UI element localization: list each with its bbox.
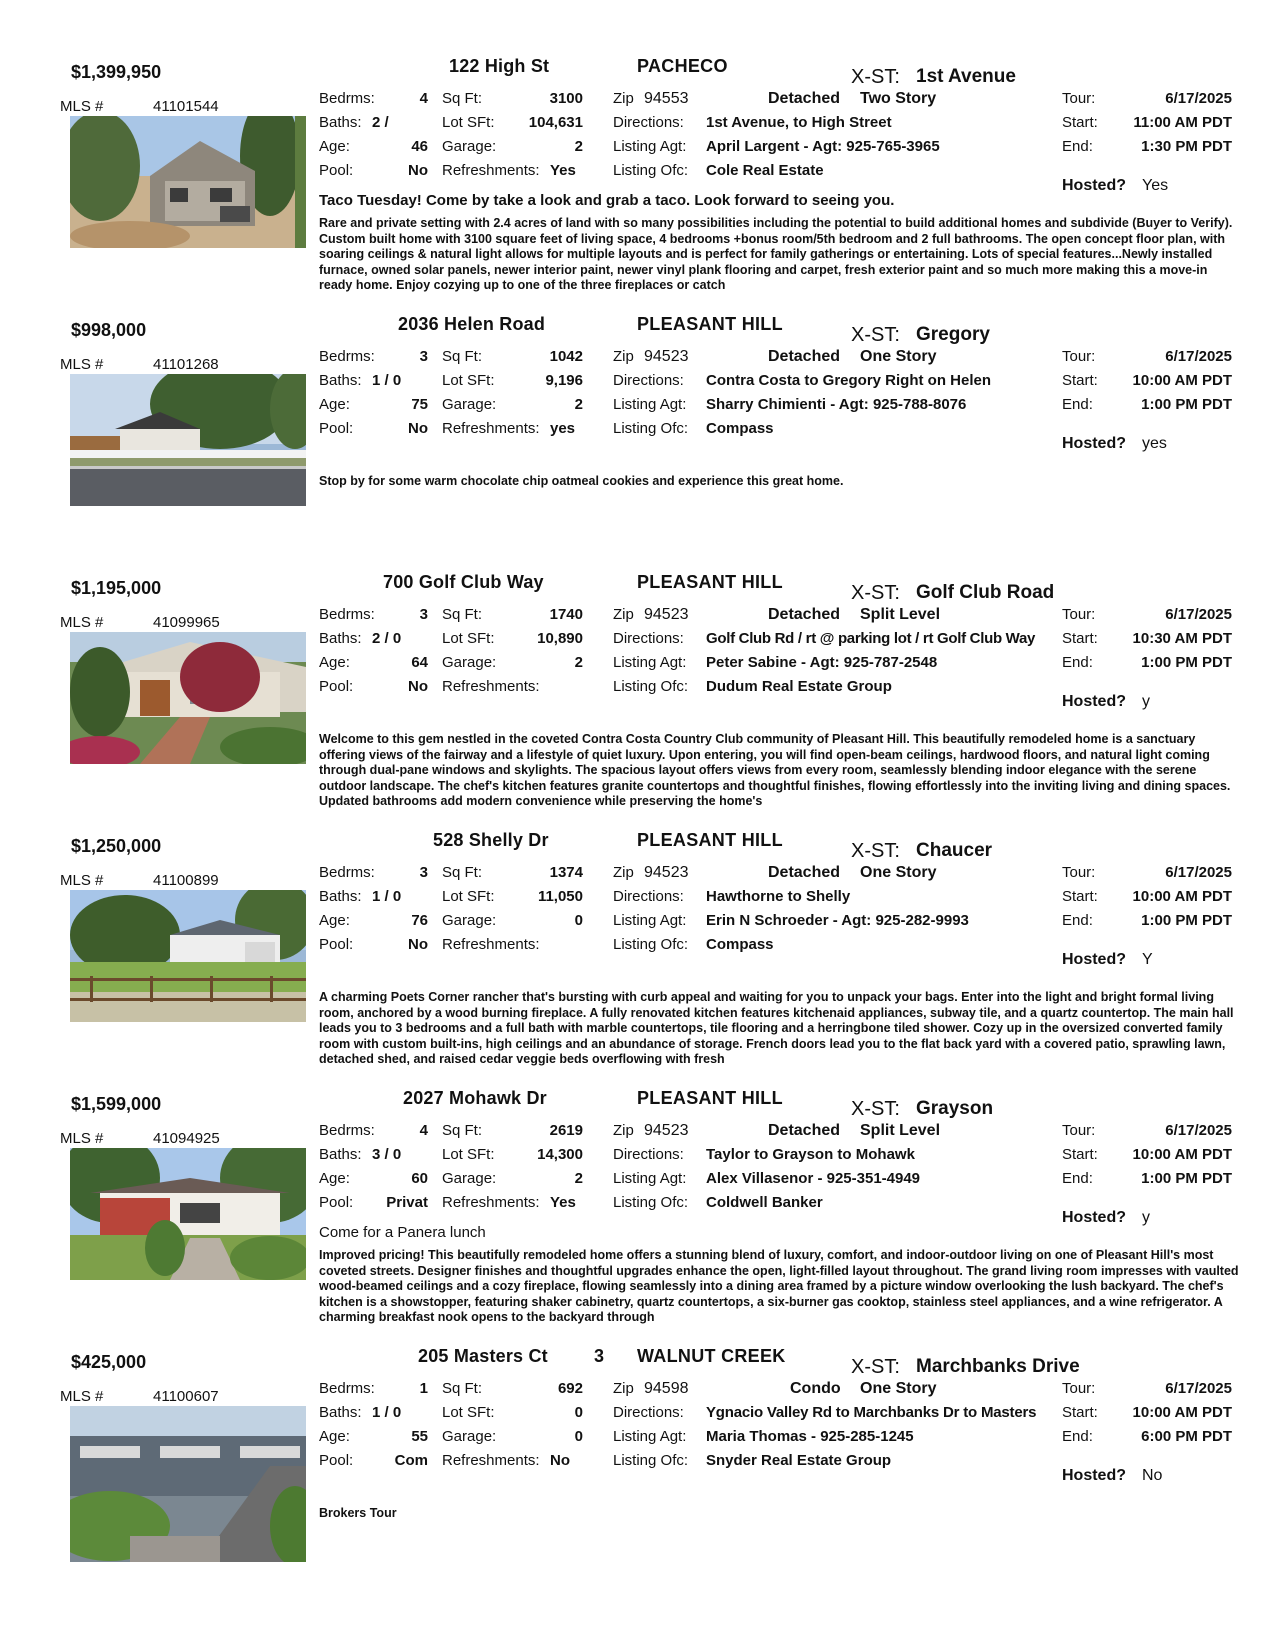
agent-value: Alex Villasenor - 925-351-4949 (706, 1170, 921, 1187)
tour-label: Tour: (1062, 1122, 1096, 1139)
sqft-label: Sq Ft: (442, 1122, 483, 1139)
property-type: Detached (768, 90, 841, 107)
property-style: Two Story (860, 90, 937, 107)
bedrooms-label: Bedrms: (319, 1380, 375, 1397)
listing-city: PLEASANT HILL (637, 314, 783, 334)
office-value: Compass (706, 420, 774, 437)
tour-label: Tour: (1062, 1380, 1096, 1397)
property-type: Detached (768, 864, 841, 881)
bedrooms-value: 4 (419, 1122, 428, 1139)
cross-street-label: X-ST: (851, 66, 900, 88)
cross-street-value: Grayson (916, 1098, 994, 1119)
pool-value: No (408, 936, 428, 953)
zip-value: 94523 (644, 348, 689, 365)
baths-label: Baths: (319, 114, 362, 131)
end-time: 1:00 PM PDT (1141, 654, 1232, 671)
bedrooms-label: Bedrms: (319, 864, 375, 881)
bedrooms-value: 4 (419, 90, 428, 107)
listing-description: Stop by for some warm chocolate chip oatmeal cookies and experience this great home. (319, 474, 844, 488)
pool-value: No (408, 420, 428, 437)
hosted-value: y (1142, 693, 1150, 710)
sqft-value: 1740 (549, 606, 583, 623)
cross-street-label: X-ST: (851, 582, 900, 604)
end-time: 1:30 PM PDT (1141, 138, 1232, 155)
tour-date: 6/17/2025 (1165, 348, 1232, 365)
agent-label: Listing Agt: (613, 654, 687, 671)
lot-value: 14,300 (537, 1146, 583, 1163)
agent-value: Sharry Chimienti - Agt: 925-788-8076 (706, 396, 967, 413)
listing-address: 2036 Helen Road (398, 314, 546, 334)
directions-label: Directions: (613, 372, 684, 389)
directions-value: Contra Costa to Gregory Right on Helen (706, 372, 992, 389)
lot-value: 10,890 (537, 630, 583, 647)
hosted-label: Hosted? (1062, 435, 1126, 452)
bedrooms-value: 3 (419, 864, 428, 881)
listing-description: Improved pricing! This beautifully remodeled home offers a stunning blend of luxury, comfort, and indoor-outdoor living on one of Pleasant Hill's most coveted streets. Designer finishes and thoughtful upgrades enhance the open, light-filled layout throughout. The grand living room impresses with vaulted wood-beamed ceilings and a cozy fireplace, flowing seamlessly into a dining area framed by a picture window overlooking the lush backyard. The chef's kitchen is a showstopper, featuring shaker cabinetry, quartz countertops, a six-burner gas cooktop, stainless steel appliances, and a wine refrigerator. A charming breakfast nook opens to the backyard through (319, 1248, 1239, 1324)
listing-price: $998,000 (71, 320, 147, 340)
garage-value: 2 (574, 138, 583, 155)
directions-label: Directions: (613, 1146, 684, 1163)
bedrooms-label: Bedrms: (319, 90, 375, 107)
age-value: 64 (411, 654, 428, 671)
listing-address: 2027 Mohawk Dr (403, 1088, 547, 1108)
lot-value: 0 (574, 1404, 583, 1421)
sqft-label: Sq Ft: (442, 606, 483, 623)
age-value: 60 (411, 1170, 428, 1187)
lot-label: Lot SFt: (442, 1146, 495, 1163)
sqft-value: 3100 (549, 90, 583, 107)
refreshments-value: Yes (550, 162, 576, 179)
garage-value: 0 (574, 1428, 583, 1445)
agent-value: April Largent - Agt: 925-765-3965 (706, 138, 940, 155)
property-type: Detached (768, 348, 841, 365)
listing-city: PLEASANT HILL (637, 830, 783, 850)
garage-value: 2 (574, 396, 583, 413)
end-time: 6:00 PM PDT (1141, 1428, 1232, 1445)
agent-label: Listing Agt: (613, 396, 687, 413)
refreshments-label: Refreshments: (442, 162, 540, 179)
mls-label: MLS # (60, 1130, 104, 1147)
directions-value: Ygnacio Valley Rd to Marchbanks Dr to Masters (706, 1404, 1037, 1421)
baths-label: Baths: (319, 1146, 362, 1163)
listing-address: 205 Masters Ct (418, 1346, 548, 1366)
baths-label: Baths: (319, 372, 362, 389)
garage-label: Garage: (442, 138, 497, 155)
cross-street-label: X-ST: (851, 840, 900, 862)
zip-label: Zip (613, 864, 634, 881)
listing-address: 528 Shelly Dr (433, 830, 549, 850)
agent-label: Listing Agt: (613, 138, 687, 155)
refreshments-value: yes (550, 420, 576, 437)
directions-value: Golf Club Rd / rt @ parking lot / rt Golf Club Way (706, 630, 1036, 647)
lot-value: 104,631 (528, 114, 583, 131)
property-photo[interactable] (70, 1406, 306, 1562)
start-time: 10:00 AM PDT (1132, 372, 1232, 389)
listing-card (0, 1340, 1275, 1598)
tour-label: Tour: (1062, 90, 1096, 107)
mls-number: 41100899 (153, 872, 219, 889)
pool-value: Privat (386, 1194, 428, 1211)
bedrooms-label: Bedrms: (319, 1122, 375, 1139)
pool-label: Pool: (319, 1194, 354, 1211)
garage-label: Garage: (442, 1428, 497, 1445)
pool-label: Pool: (319, 678, 354, 695)
sqft-label: Sq Ft: (442, 1380, 483, 1397)
baths-value: 1 / 0 (372, 1404, 402, 1421)
listing-card (0, 1082, 1275, 1340)
property-type: Detached (768, 1122, 841, 1139)
bedrooms-value: 3 (419, 606, 428, 623)
garage-label: Garage: (442, 1170, 497, 1187)
age-value: 55 (411, 1428, 428, 1445)
mls-number: 41099965 (153, 614, 220, 631)
hosted-value: No (1142, 1467, 1163, 1484)
cross-street-value: Gregory (916, 324, 990, 345)
zip-value: 94523 (644, 606, 689, 623)
hosted-label: Hosted? (1062, 693, 1126, 710)
start-time: 11:00 AM PDT (1133, 114, 1232, 131)
property-style: One Story (860, 348, 937, 365)
property-type: Detached (768, 606, 841, 623)
tour-date: 6/17/2025 (1165, 1122, 1232, 1139)
refreshments-label: Refreshments: (442, 936, 540, 953)
listing-price: $1,195,000 (71, 578, 162, 598)
property-style: One Story (860, 864, 937, 881)
end-label: End: (1062, 1428, 1093, 1445)
mls-label: MLS # (60, 98, 104, 115)
office-label: Listing Ofc: (613, 162, 689, 179)
age-label: Age: (319, 396, 350, 413)
tour-label: Tour: (1062, 606, 1096, 623)
cross-street-label: X-ST: (851, 1356, 900, 1378)
end-label: End: (1062, 1170, 1093, 1187)
property-photo[interactable] (70, 632, 306, 764)
pool-value: No (408, 678, 428, 695)
listing-address: 122 High St (449, 56, 550, 76)
office-value: Compass (706, 936, 774, 953)
listing-price: $1,250,000 (71, 836, 162, 856)
pool-label: Pool: (319, 420, 354, 437)
age-label: Age: (319, 1170, 350, 1187)
cross-street-label: X-ST: (851, 324, 900, 346)
mls-number: 41101268 (153, 356, 219, 373)
garage-label: Garage: (442, 654, 497, 671)
sqft-value: 1042 (549, 348, 583, 365)
end-time: 1:00 PM PDT (1141, 1170, 1232, 1187)
property-style: Split Level (860, 1122, 941, 1139)
listing-city: PLEASANT HILL (637, 572, 783, 592)
age-label: Age: (319, 1428, 350, 1445)
hosted-label: Hosted? (1062, 1467, 1126, 1484)
pool-label: Pool: (319, 936, 354, 953)
mls-number: 41100607 (153, 1388, 219, 1405)
office-value: Coldwell Banker (706, 1194, 823, 1211)
sqft-label: Sq Ft: (442, 864, 483, 881)
mls-label: MLS # (60, 1388, 104, 1405)
start-time: 10:00 AM PDT (1132, 1404, 1232, 1421)
mls-number: 41101544 (153, 98, 219, 115)
office-label: Listing Ofc: (613, 1194, 689, 1211)
baths-value: 1 / 0 (372, 888, 402, 905)
listing-card (0, 566, 1275, 824)
age-value: 76 (411, 912, 428, 929)
cross-street-value: Chaucer (916, 840, 993, 861)
directions-label: Directions: (613, 114, 684, 131)
listing-price: $1,599,000 (71, 1094, 162, 1114)
garage-value: 0 (574, 912, 583, 929)
directions-value: Taylor to Grayson to Mohawk (706, 1146, 915, 1163)
mls-label: MLS # (60, 356, 104, 373)
bedrooms-value: 1 (419, 1380, 428, 1397)
mls-label: MLS # (60, 614, 104, 631)
garage-label: Garage: (442, 912, 497, 929)
tour-label: Tour: (1062, 864, 1096, 881)
pool-value: No (408, 162, 428, 179)
directions-label: Directions: (613, 630, 684, 647)
property-photo[interactable] (70, 374, 306, 506)
directions-label: Directions: (613, 1404, 684, 1421)
start-label: Start: (1062, 1146, 1098, 1163)
end-label: End: (1062, 654, 1093, 671)
end-label: End: (1062, 912, 1093, 929)
listing-card (0, 824, 1275, 1082)
start-label: Start: (1062, 372, 1098, 389)
hosted-value: Yes (1142, 177, 1169, 194)
start-time: 10:00 AM PDT (1132, 1146, 1232, 1163)
listing-description: Welcome to this gem nestled in the coveted Contra Costa Country Club community of Pleasant Hill. This beautifully remodeled home is a sanctuary offering views of the fairway and a lifestyle of quiet luxury. Upon entering, you will find open-beam ceilings, hardwood floors, and natural light coming through dual-pane windows and skylights. The spacious layout offers views from every room, seamlessly blending indoor elegance with the serene outdoor landscape. The chef's kitchen features granite countertops and thoughtful finishes, flowing effortlessly into the inviting living and dining spaces. Updated bathrooms add modern convenience while preserving the home's (319, 732, 1231, 808)
listing-address: 700 Golf Club Way (383, 572, 544, 592)
office-label: Listing Ofc: (613, 936, 689, 953)
start-label: Start: (1062, 1404, 1098, 1421)
end-label: End: (1062, 396, 1093, 413)
lot-label: Lot SFt: (442, 630, 495, 647)
zip-value: 94523 (644, 864, 689, 881)
start-label: Start: (1062, 888, 1098, 905)
agent-label: Listing Agt: (613, 912, 687, 929)
refreshments-value: No (550, 1452, 570, 1469)
hosted-value: y (1142, 1209, 1150, 1226)
listing-tagline: Taco Tuesday! Come by take a look and grab a taco. Look forward to seeing you. (319, 192, 895, 209)
property-type: Condo (790, 1380, 841, 1397)
hosted-value: yes (1142, 435, 1167, 452)
property-photo[interactable] (70, 116, 306, 248)
hosted-label: Hosted? (1062, 1209, 1126, 1226)
baths-value: 2 / 0 (372, 630, 402, 647)
refreshments-value: Yes (550, 1194, 576, 1211)
refreshments-label: Refreshments: (442, 1452, 540, 1469)
listing-tagline: Come for a Panera lunch (319, 1224, 486, 1241)
listing-price: $1,399,950 (71, 62, 162, 82)
agent-label: Listing Agt: (613, 1428, 687, 1445)
listing-city: WALNUT CREEK (637, 1346, 786, 1366)
sqft-value: 692 (557, 1380, 583, 1397)
baths-value: 1 / 0 (372, 372, 402, 389)
tour-date: 6/17/2025 (1165, 864, 1232, 881)
sqft-value: 1374 (549, 864, 583, 881)
pool-label: Pool: (319, 1452, 354, 1469)
sqft-label: Sq Ft: (442, 348, 483, 365)
age-label: Age: (319, 912, 350, 929)
age-value: 75 (411, 396, 428, 413)
baths-value: 2 / (372, 114, 389, 131)
end-time: 1:00 PM PDT (1141, 396, 1232, 413)
listing-description: Rare and private setting with 2.4 acres of land with so many possibilities including the potential to build additional homes and subdivide (Buyer to Verify). Custom built home with 3100 square feet of living space, 4 bedrooms +bonus room/5th bedroom and 2 full bathrooms. The open concept floor plan, with soaring ceilings & natural light allows for multiple layouts and is perfect for family gatherings or entertaining. Lots of special features...Newly installed furnace, owned solar panels, newer interior paint, newer vinyl plank flooring and carpet, fresh exterior paint and so much more making this a move-in ready home. Enjoy cozying up to one of the three fireplaces or catch (319, 216, 1233, 292)
cross-street-label: X-ST: (851, 1098, 900, 1120)
office-label: Listing Ofc: (613, 420, 689, 437)
pool-label: Pool: (319, 162, 354, 179)
listing-price: $425,000 (71, 1352, 147, 1372)
lot-value: 9,196 (545, 372, 583, 389)
age-label: Age: (319, 138, 350, 155)
garage-label: Garage: (442, 396, 497, 413)
bedrooms-label: Bedrms: (319, 348, 375, 365)
directions-value: Hawthorne to Shelly (706, 888, 851, 905)
tour-date: 6/17/2025 (1165, 606, 1232, 623)
pool-value: Com (394, 1452, 428, 1469)
cross-street-value: Marchbanks Drive (916, 1356, 1080, 1377)
zip-label: Zip (613, 606, 634, 623)
office-label: Listing Ofc: (613, 678, 689, 695)
lot-label: Lot SFt: (442, 888, 495, 905)
zip-label: Zip (613, 348, 634, 365)
age-value: 46 (411, 138, 428, 155)
sqft-value: 2619 (549, 1122, 583, 1139)
office-label: Listing Ofc: (613, 1452, 689, 1469)
sqft-label: Sq Ft: (442, 90, 483, 107)
property-style: One Story (860, 1380, 937, 1397)
lot-value: 11,050 (537, 888, 583, 905)
start-label: Start: (1062, 630, 1098, 647)
directions-label: Directions: (613, 888, 684, 905)
tour-date: 6/17/2025 (1165, 90, 1232, 107)
refreshments-label: Refreshments: (442, 678, 540, 695)
hosted-label: Hosted? (1062, 951, 1126, 968)
age-label: Age: (319, 654, 350, 671)
lot-label: Lot SFt: (442, 114, 495, 131)
refreshments-label: Refreshments: (442, 420, 540, 437)
bedrooms-value: 3 (419, 348, 428, 365)
agent-label: Listing Agt: (613, 1170, 687, 1187)
office-value: Snyder Real Estate Group (706, 1452, 892, 1469)
hosted-label: Hosted? (1062, 177, 1126, 194)
listing-card (0, 50, 1275, 308)
property-style: Split Level (860, 606, 941, 623)
baths-label: Baths: (319, 888, 362, 905)
end-time: 1:00 PM PDT (1141, 912, 1232, 929)
property-photo[interactable] (70, 1148, 306, 1280)
start-label: Start: (1062, 114, 1098, 131)
end-label: End: (1062, 138, 1093, 155)
cross-street-value: Golf Club Road (916, 582, 1055, 603)
listing-description: Brokers Tour (319, 1506, 397, 1520)
property-photo[interactable] (70, 890, 306, 1022)
bedrooms-label: Bedrms: (319, 606, 375, 623)
baths-label: Baths: (319, 630, 362, 647)
zip-value: 94598 (644, 1380, 689, 1397)
refreshments-label: Refreshments: (442, 1194, 540, 1211)
listing-city: PLEASANT HILL (637, 1088, 783, 1108)
garage-value: 2 (574, 654, 583, 671)
baths-label: Baths: (319, 1404, 362, 1421)
zip-value: 94553 (644, 90, 689, 107)
zip-label: Zip (613, 1122, 634, 1139)
zip-value: 94523 (644, 1122, 689, 1139)
mls-number: 41094925 (153, 1130, 220, 1147)
office-value: Cole Real Estate (706, 162, 824, 179)
garage-value: 2 (574, 1170, 583, 1187)
tour-date: 6/17/2025 (1165, 1380, 1232, 1397)
listing-description: A charming Poets Corner rancher that's bursting with curb appeal and waiting for you to unpack your bags. Enter into the light and bright formal living room, anchored by a wood burning fireplace. A fully renovated kitchen features kitchenaid appliances, subway tile, and a quartz countertop. The main hall leads you to 3 bedrooms and a full bath with marble countertops, tile flooring and a herringbone tiled shower. Cozy up in the oversized converted family room with custom built-ins, high ceilings and an abundance of storage. French doors lead you to the flat back yard with a covered patio, sprawling lawn, detached shed, and raised cedar veggie beds overflowing with fresh (319, 990, 1234, 1066)
agent-value: Erin N Schroeder - Agt: 925-282-9993 (706, 912, 969, 929)
hosted-value: Y (1142, 951, 1153, 968)
start-time: 10:00 AM PDT (1132, 888, 1232, 905)
zip-label: Zip (613, 1380, 634, 1397)
tour-label: Tour: (1062, 348, 1096, 365)
lot-label: Lot SFt: (442, 1404, 495, 1421)
listing-city: PACHECO (637, 56, 728, 76)
baths-value: 3 / 0 (372, 1146, 402, 1163)
listing-card (0, 308, 1275, 566)
listing-unit: 3 (594, 1346, 605, 1366)
mls-label: MLS # (60, 872, 104, 889)
lot-label: Lot SFt: (442, 372, 495, 389)
agent-value: Peter Sabine - Agt: 925-787-2548 (706, 654, 938, 671)
agent-value: Maria Thomas - 925-285-1245 (706, 1428, 914, 1445)
start-time: 10:30 AM PDT (1132, 630, 1232, 647)
office-value: Dudum Real Estate Group (706, 678, 892, 695)
directions-value: 1st Avenue, to High Street (706, 114, 892, 131)
cross-street-value: 1st Avenue (916, 66, 1016, 87)
zip-label: Zip (613, 90, 634, 107)
